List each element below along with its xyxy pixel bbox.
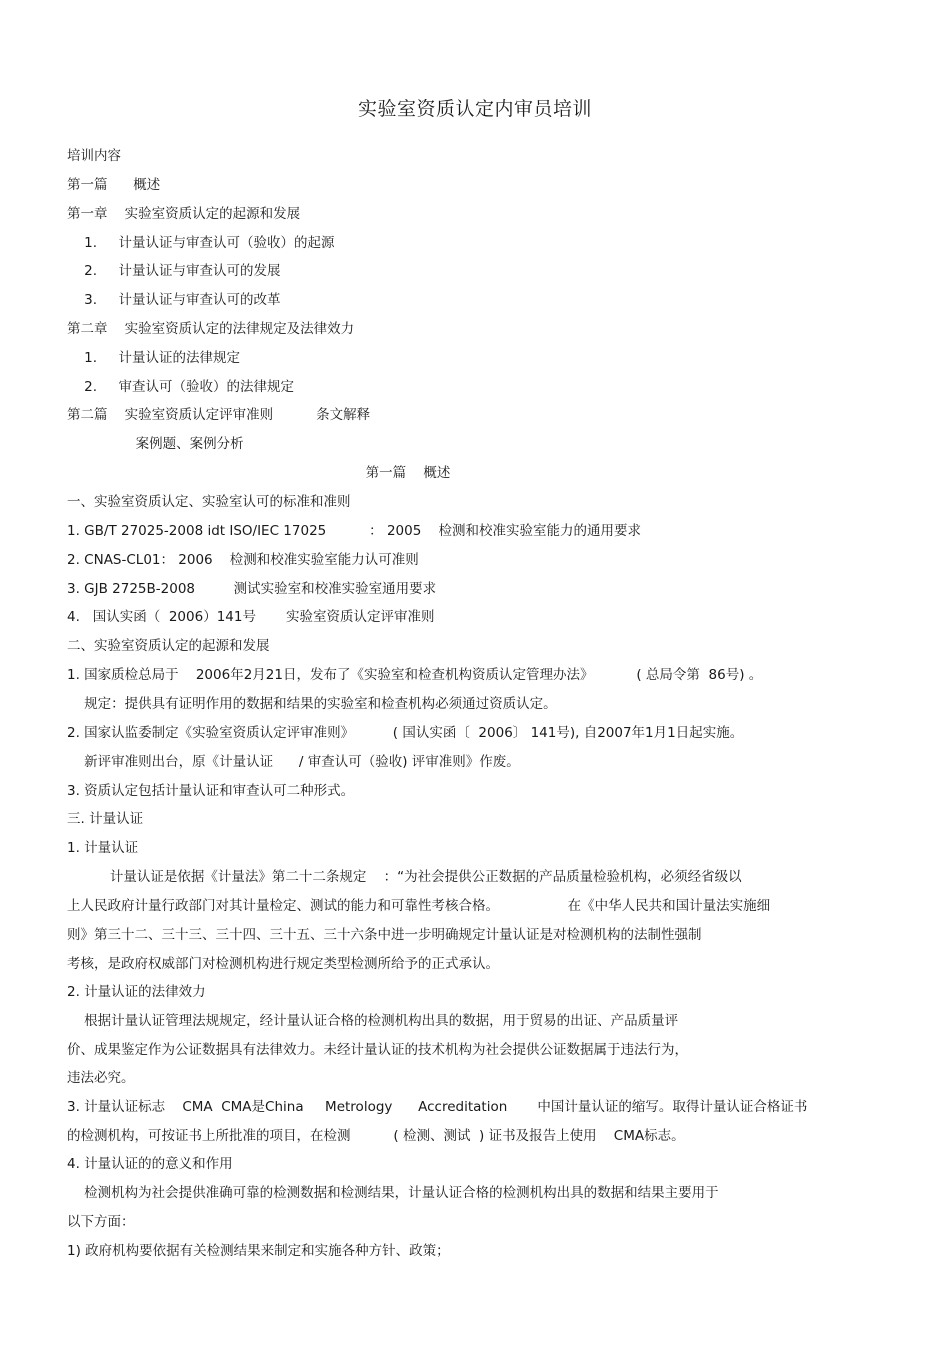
body-line: 1. 国家质检总局于 2006年2月21日，发布了《实验室和检查机构资质认定管理办法》 ( 总局令第 86号) 。: [67, 667, 763, 683]
body-line: 一、实验室资质认定、实验室认可的标准和准则: [67, 494, 351, 510]
body-line: 以下方面：: [67, 1214, 135, 1230]
toc-line: 1. 计量认证的法律规定: [67, 350, 241, 366]
toc-line: 第二篇 实验室资质认定评审准则 条文解释: [67, 407, 371, 423]
body-line: 新评审准则出台，原《计量认证 / 审查认可（验收) 评审准则》作废。: [67, 754, 520, 770]
body-line: 3. GJB 2725B-2008 测试实验室和校准实验室通用要求: [67, 581, 437, 597]
body-line: 则》第三十二、三十三、三十四、三十五、三十六条中进一步明确规定计量认证是对检测机构的法制性强制: [67, 927, 702, 943]
body-line: 上人民政府计量行政部门对其计量检定、测试的能力和可靠性考核合格。 在《中华人民共和国计量法实施细: [67, 898, 771, 914]
body-line: 二、实验室资质认定的起源和发展: [67, 638, 270, 654]
body-line: 1. 计量认证: [67, 840, 139, 856]
body-line: 2. 国家认监委制定《实验室资质认定评审准则》 ( 国认实函〔 2006〕 141号), 自2007年1月1日起实施。: [67, 725, 744, 741]
body-line: 4. 计量认证的的意义和作用: [67, 1156, 233, 1172]
body-line: 3. 计量认证标志 CMA CMA是China Metrology Accreditation 中国计量认证的缩写。取得计量认证合格证书: [67, 1099, 808, 1115]
body-line: 计量认证是依据《计量法》第二十二条规定 ：“为社会提供公正数据的产品质量检验机构，必须经省级以: [67, 869, 742, 885]
toc-line: 案例题、案例分析: [67, 436, 244, 452]
toc-heading: 培训内容: [67, 148, 121, 164]
body-line: 2. CNAS-CL01： 2006 检测和校准实验室能力认可准则: [67, 552, 419, 568]
body-line: 价、成果鉴定作为公证数据具有法律效力。未经计量认证的技术机构为社会提供公证数据属于违法行为，: [67, 1042, 688, 1058]
body-line: 根据计量认证管理法规规定，经计量认证合格的检测机构出具的数据，用于贸易的出证、产品质量评: [67, 1013, 679, 1029]
toc-line: 1. 计量认证与审查认可（验收）的起源: [67, 235, 335, 251]
body-line: 1. GB/T 27025-2008 idt ISO/IEC 17025 ： 2005 检测和校准实验室能力的通用要求: [67, 523, 641, 539]
body-line: 3. 资质认定包括计量认证和审查认可二种形式。: [67, 783, 355, 799]
toc-line: 3. 计量认证与审查认可的改革: [67, 292, 281, 308]
toc-line: 2. 计量认证与审查认可的发展: [67, 263, 281, 279]
toc-line: 2. 审查认可（验收）的法律规定: [67, 379, 295, 395]
toc-line: 第一篇 概述: [67, 177, 161, 193]
toc-line: 第二章 实验室资质认定的法律规定及法律效力: [67, 321, 355, 337]
body-line: 三. 计量认证: [67, 811, 144, 827]
body-line: 1) 政府机构要依据有关检测结果来制定和实施各种方针、政策；: [67, 1243, 450, 1259]
body-line: 4. 国认实函（ 2006）141号 实验室资质认定评审准则: [67, 609, 435, 625]
toc-line: 第一章 实验室资质认定的起源和发展: [67, 206, 301, 222]
body-line: 2. 计量认证的法律效力: [67, 984, 206, 1000]
body-line: 考核，是政府权威部门对检测机构进行规定类型检测所给予的正式承认。: [67, 956, 499, 972]
body-line: 检测机构为社会提供准确可靠的检测数据和检测结果，计量认证合格的检测机构出具的数据和结果主要用于: [67, 1185, 719, 1201]
body-line: 的检测机构，可按证书上所批准的项目，在检测 ( 检测、测试 ) 证书及报告上使用 CMA标志。: [67, 1128, 685, 1144]
part-heading: 第一篇 概述: [365, 465, 451, 481]
document-title: 实验室资质认定内审员培训: [357, 98, 592, 120]
body-line: 违法必究。: [67, 1070, 135, 1086]
body-line: 规定：提供具有证明作用的数据和结果的实验室和检查机构必须通过资质认定。: [67, 696, 557, 712]
